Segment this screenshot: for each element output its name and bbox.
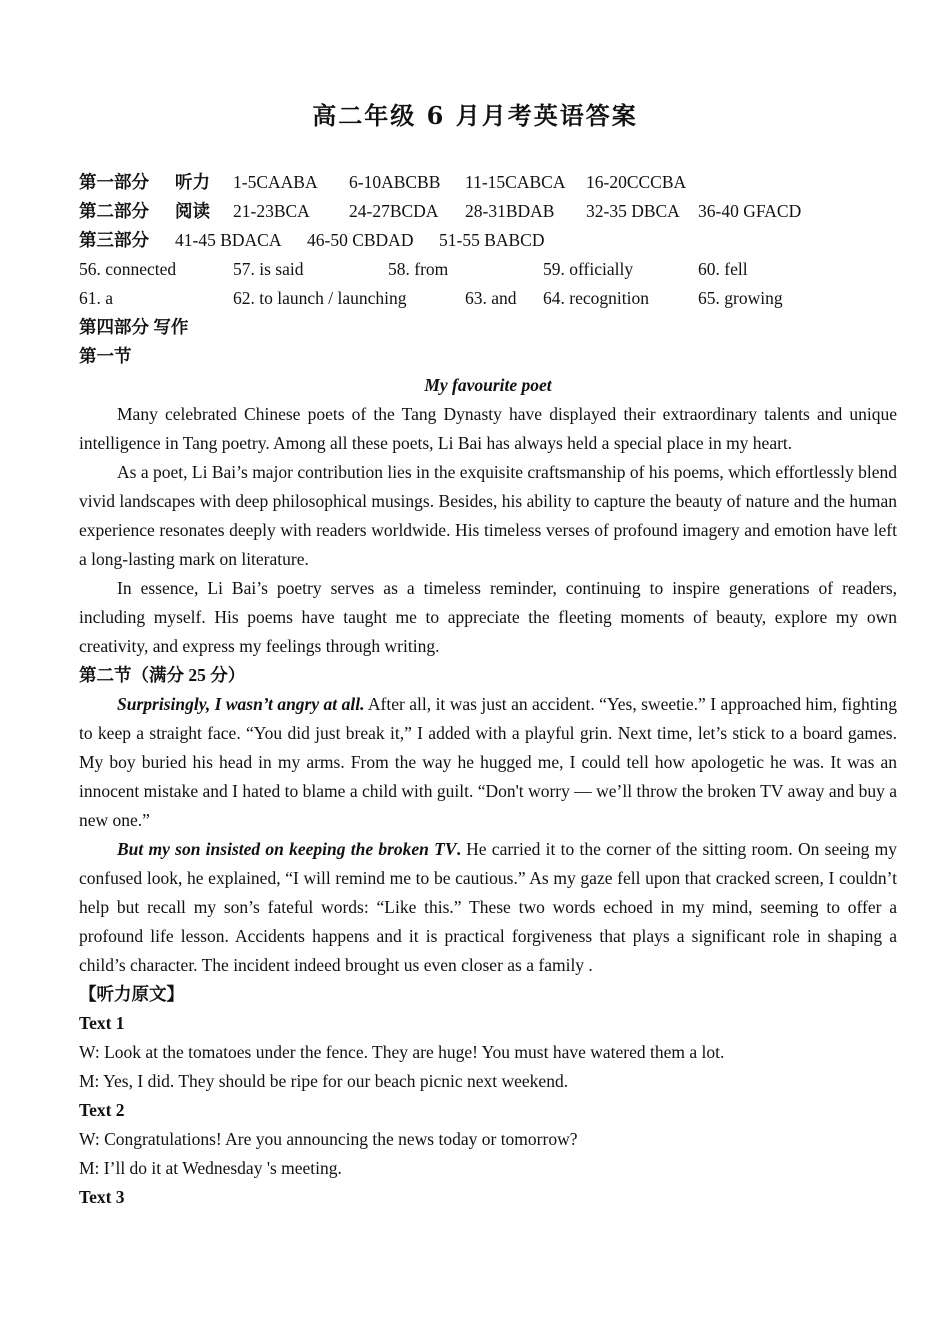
part1-answer: 1-5CAABA bbox=[233, 172, 318, 192]
part3-label: 第三部分 bbox=[79, 230, 149, 250]
fill-answer: 61. a bbox=[79, 288, 114, 308]
fill-row-1 bbox=[79, 255, 897, 284]
fill-answer: 63. and bbox=[465, 288, 517, 308]
part2-answer: 21-23BCA bbox=[233, 201, 310, 221]
paragraph-lead: But my son insisted on keeping the broken TV bbox=[117, 839, 457, 859]
fill-answer: 56. connected bbox=[79, 259, 177, 279]
dialogue-line: M: I’ll do it at Wednesday 's meeting. bbox=[79, 1158, 342, 1178]
part1-label: 第一部分 bbox=[79, 172, 149, 192]
part3-answer: 41-45 BDACA bbox=[175, 230, 282, 250]
text3-label: Text 3 bbox=[79, 1187, 125, 1207]
paragraph-body: After all, it was just an accident. “Yes, sweetie.” I approached him, fighting to keep a straight face. “You did just break it,” I added with a playful grin. Next time, let’s stick to a board games. My boy buried his head in my arms. From the way he hugged me, I could tell how apologetic he was. It was an innocent mistake and I hated to blame a child with guilt. “Don't worry — we’ll throw the broken TV away and buy a new one.” bbox=[79, 694, 897, 830]
part3-row bbox=[79, 226, 897, 255]
fill-answer: 62. to launch / launching bbox=[233, 288, 407, 308]
essay-paragraph: In essence, Li Bai’s poetry serves as a timeless reminder, continuing to inspire generations of readers, including myself. His poems have taught me to appreciate the fleeting moments of beauty, explore my own creativity, and express my feelings through writing. bbox=[79, 578, 897, 656]
continuation-paragraph-1 bbox=[79, 690, 897, 835]
part2-label: 第二部分 bbox=[79, 201, 149, 221]
part3-answer: 51-55 BABCD bbox=[439, 230, 545, 250]
fill-answer: 64. recognition bbox=[543, 288, 649, 308]
essay-title: My favourite poet bbox=[424, 375, 552, 395]
section1-label: 第一节 bbox=[79, 346, 132, 366]
page-title: 高二年级 6 月月考英语答案 bbox=[312, 101, 638, 130]
part2-answer: 24-27BCDA bbox=[349, 201, 439, 221]
part4-label: 第四部分 写作 bbox=[79, 317, 189, 337]
dialogue-line: M: Yes, I did. They should be ripe for our beach picnic next weekend. bbox=[79, 1071, 569, 1091]
answer-content bbox=[79, 168, 897, 1212]
fill-answer: 59. officially bbox=[543, 259, 634, 279]
essay-paragraph: As a poet, Li Bai’s major contribution lies in the exquisite craftsmanship of his poems, which effortlessly blend vivid landscapes with deep philosophical musings. Besides, his ability to capture the beauty of nature and the human experience resonates deeply with readers worldwide. His timeless verses of profound imagery and emotion have left a long-lasting mark on literature. bbox=[79, 462, 897, 569]
part2-answer: 32-35 DBCA bbox=[586, 201, 680, 221]
part2-row bbox=[79, 197, 897, 226]
part1-answer: 6-10ABCBB bbox=[349, 172, 441, 192]
fill-answer: 60. fell bbox=[698, 259, 748, 279]
part1-answer: 11-15CABCA bbox=[465, 172, 566, 192]
part1-row bbox=[79, 168, 897, 197]
fill-answer: 65. growing bbox=[698, 288, 783, 308]
section2-label: 第二节（满分 25 分） bbox=[79, 665, 246, 685]
part2-sub: 阅读 bbox=[175, 201, 210, 221]
continuation-paragraph-2 bbox=[79, 835, 897, 980]
fill-answer: 57. is said bbox=[233, 259, 304, 279]
paragraph-body: He carried it to the corner of the sitting room. On seeing my confused look, he explained, “I will remind me to be cautious.” As my gaze fell upon that cracked screen, I couldn’t help but recall my son’s fateful words: “Like this.” These two words echoed in my mind, seeming to offer a profound life lesson. Accidents happens and it is practical forgiveness that plays a significant role in shaping a child’s character. The incident indeed brought us even closer as a family . bbox=[79, 839, 897, 975]
part3-answer: 46-50 CBDAD bbox=[307, 230, 414, 250]
essay-paragraph: Many celebrated Chinese poets of the Tang Dynasty have displayed their extraordinary talents and unique intelligence in Tang poetry. Among all these poets, Li Bai has always held a special place in my heart. bbox=[79, 404, 897, 453]
listening-label: 【听力原文】 bbox=[79, 984, 184, 1004]
fill-row-2 bbox=[79, 284, 897, 313]
part1-sub: 听力 bbox=[175, 172, 210, 192]
part1-answer: 16-20CCCBA bbox=[586, 172, 687, 192]
part2-answer: 28-31BDAB bbox=[465, 201, 555, 221]
fill-answer: 58. from bbox=[388, 259, 449, 279]
text2-label: Text 2 bbox=[79, 1100, 125, 1120]
paragraph-lead: Surprisingly, I wasn’t angry at all. bbox=[117, 694, 365, 714]
part2-answer: 36-40 GFACD bbox=[698, 201, 802, 221]
paragraph-lead-period: . bbox=[456, 839, 461, 859]
dialogue-line: W: Congratulations! Are you announcing the news today or tomorrow? bbox=[79, 1129, 578, 1149]
text1-label: Text 1 bbox=[79, 1013, 125, 1033]
dialogue-line: W: Look at the tomatoes under the fence. They are huge! You must have watered them a lot. bbox=[79, 1042, 725, 1062]
